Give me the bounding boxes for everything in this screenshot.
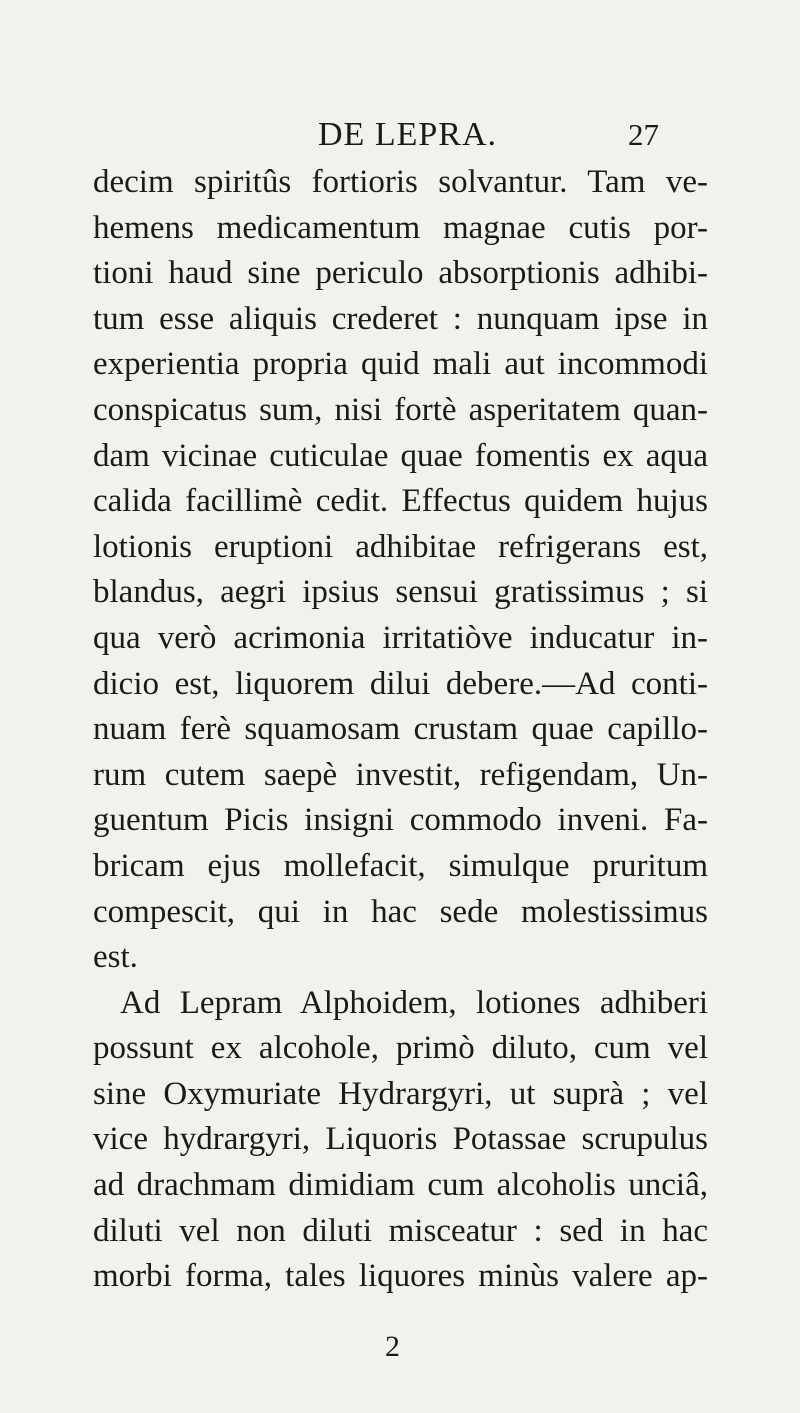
- text-line: diluti vel non diluti misceatur : sed in hac: [93, 1212, 708, 1249]
- text-line: dicio est, liquorem dilui debere.—Ad conti-: [93, 665, 708, 702]
- text-line: bricam ejus mollefacit, simulque pruritum: [93, 847, 708, 884]
- signature-mark: 2: [385, 1330, 400, 1363]
- text-line: lotionis eruptioni adhibitae refrigerans est,: [93, 528, 708, 565]
- text-line: decim spiritûs fortioris solvantur. Tam ve-: [93, 164, 708, 200]
- text-line: vice hydrargyri, Liquoris Potassae scrupulus: [93, 1121, 708, 1158]
- text-line: possunt ex alcohole, primò diluto, cum vel: [93, 1030, 708, 1067]
- text-line: calida facillimè cedit. Effectus quidem hujus: [93, 483, 708, 520]
- text-line: tioni haud sine periculo absorptionis adhibi-: [93, 255, 708, 292]
- text-line: tum esse aliquis crederet : nunquam ipse in: [93, 300, 708, 337]
- text-line: rum cutem saepè investit, refigendam, Un-: [93, 756, 708, 793]
- text-line: experientia propria quid mali aut incommodi: [93, 346, 708, 383]
- running-head-title: DE LEPRA.: [318, 116, 497, 153]
- text-line: nuam ferè squamosam crustam quae capillo-: [93, 711, 708, 748]
- text-line: qua verò acrimonia irritatiòve inducatur in-: [93, 619, 708, 656]
- text-line: blandus, aegri ipsius sensui gratissimus ; si: [93, 574, 708, 611]
- text-line: conspicatus sum, nisi fortè asperitatem quan-: [93, 391, 708, 428]
- text-line: compescit, qui in hac sede molestissimus: [93, 893, 708, 930]
- text-line: ad drachmam dimidiam cum alcoholis unciâ,: [93, 1167, 708, 1204]
- text-line: hemens medicamentum magnae cutis por-: [93, 209, 708, 246]
- text-line: dam vicinae cuticulae quae fomentis ex aqua: [93, 437, 708, 474]
- paragraph-end-line: est.: [93, 939, 138, 976]
- page-number: 27: [628, 117, 659, 152]
- paragraph-start-line: Ad Lepram Alphoidem, lotiones adhiberi: [120, 984, 708, 1021]
- text-line: morbi forma, tales liquores minùs valere ap-: [93, 1258, 708, 1295]
- text-line: guentum Picis insigni commodo inveni. Fa-: [93, 802, 708, 839]
- text-line: sine Oxymuriate Hydrargyri, ut suprà ; vel: [93, 1075, 708, 1112]
- running-head: [0, 110, 800, 160]
- body-text: [93, 160, 708, 1300]
